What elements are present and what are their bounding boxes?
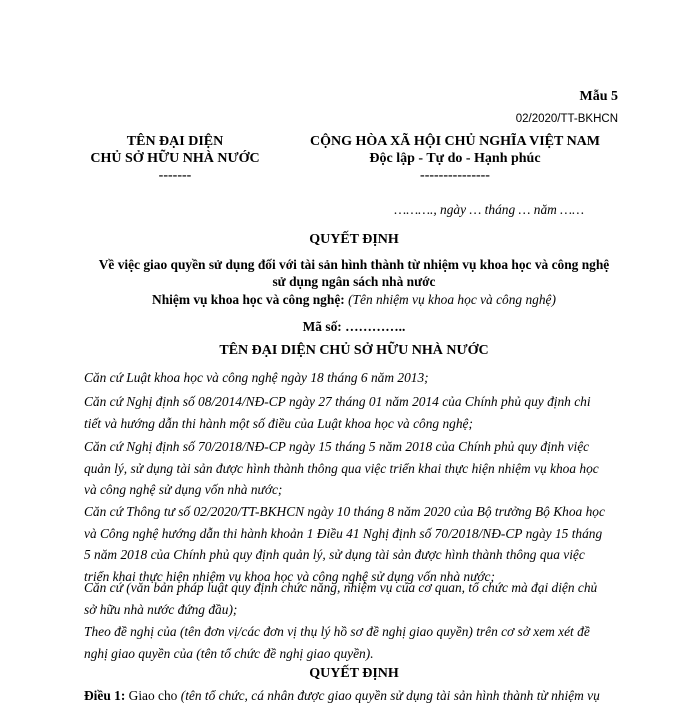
decision-title-2: QUYẾT ĐỊNH: [309, 666, 399, 681]
article-1-text: Giao cho: [128, 688, 178, 703]
basis-4-line-4: triển khai thực hiện nhiệm vụ khoa học và công nghệ sử dụng vốn nhà nước;: [84, 568, 495, 584]
subject-line1: Về việc giao quyền sử dụng đối với tài sản hình thành từ nhiệm vụ khoa học và công nghệ: [98, 257, 610, 272]
task-value: (Tên nhiệm vụ khoa học và công nghệ): [348, 292, 556, 307]
basis-4-line-2: và Công nghệ hướng dẫn thi hành khoản 1 Điều 41 Nghị định số 70/2018/NĐ-CP ngày 15 tháng: [84, 525, 603, 541]
form-label: Mẫu 5: [579, 89, 618, 104]
basis-4-line-3: 5 năm 2018 của Chính phủ quy định quản lý, sử dụng tài sản được hình thành thông qua việc: [84, 547, 585, 562]
subject-line2: sử dụng ngân sách nhà nước: [272, 274, 436, 289]
code-line: Mã số: …………..: [302, 319, 406, 334]
basis-6-line-2: nghị giao quyền của (tên tổ chức đề nghị giao quyền).: [84, 645, 374, 661]
basis-2-line-2: tiết và hướng dẫn thi hành một số điều của Luật khoa học và công nghệ;: [84, 415, 473, 431]
basis-4: [84, 501, 624, 587]
basis-5: [84, 577, 624, 620]
basis-6: [84, 621, 624, 664]
basis-3-line-2: quản lý, sử dụng tài sản được hình thành thông qua việc triển khai thực hiện nhiệm vụ khoa học: [84, 460, 599, 476]
decision-title: QUYẾT ĐỊNH: [309, 232, 399, 247]
left-header-divider: -------: [158, 168, 192, 183]
article-1-italic: (tên tổ chức, cá nhân được giao quyền sử dụng tài sản hình thành từ nhiệm vụ: [180, 688, 600, 703]
basis-1: [84, 367, 624, 389]
basis-4-line-1: Căn cứ Thông tư số 02/2020/TT-BKHCN ngày 10 tháng 8 năm 2020 của Bộ trưởng Bộ Khoa học: [84, 504, 605, 519]
form-code: 02/2020/TT-BKHCN: [515, 113, 618, 125]
basis-2-line-1: Căn cứ Nghị định số 08/2014/NĐ-CP ngày 27 tháng 01 năm 2014 của Chính phủ quy định chi: [84, 394, 591, 409]
basis-3: [84, 436, 624, 501]
basis-2: [84, 391, 624, 434]
left-header-line2: CHỦ SỞ HỮU NHÀ NƯỚC: [90, 151, 260, 166]
basis-6-line-1: Theo đề nghị của (tên đơn vị/các đơn vị thụ lý hồ sơ đề nghị giao quyền) trên cơ sở xem xét đề: [84, 624, 590, 639]
basis-3-line-1: Căn cứ Nghị định số 70/2018/NĐ-CP ngày 15 tháng 5 năm 2018 của Chính phủ quy định việc: [84, 439, 590, 454]
task-line: [84, 292, 624, 308]
basis-5-line-2: sở hữu nhà nước đứng đầu);: [84, 601, 238, 617]
basis-3-line-3: và công nghệ sử dụng vốn nhà nước;: [84, 482, 283, 497]
date-line: ………., ngày … tháng … năm ……: [394, 202, 584, 217]
task-label: Nhiệm vụ khoa học và công nghệ:: [152, 292, 345, 307]
basis-5-line-1: Căn cứ (văn bản pháp luật quy định chức năng, nhiệm vụ của cơ quan, tổ chức mà đại diện chủ: [84, 580, 598, 595]
country-name: CỘNG HÒA XÃ HỘI CHỦ NGHĨA VIỆT NAM: [309, 134, 600, 149]
national-motto: Độc lập - Tự do - Hạnh phúc: [369, 151, 541, 166]
authority-title: TÊN ĐẠI DIỆN CHỦ SỞ HỮU NHÀ NƯỚC: [219, 343, 489, 358]
article-1: [84, 688, 600, 704]
right-header-divider: ---------------: [420, 168, 490, 183]
left-header-line1: TÊN ĐẠI DIỆN: [126, 134, 224, 149]
article-1-label: Điều 1:: [84, 688, 126, 703]
basis-1-line-1: Căn cứ Luật khoa học và công nghệ ngày 18 tháng 6 năm 2013;: [84, 370, 429, 385]
